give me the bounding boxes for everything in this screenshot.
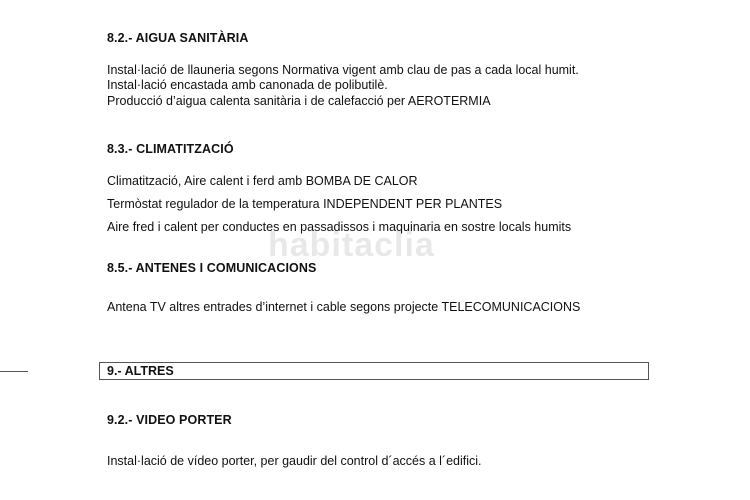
section-heading-aigua: 8.2.- AIGUA SANITÀRIA (107, 31, 249, 45)
section-box-altres (99, 362, 649, 380)
watermark: habitaclia (268, 226, 435, 264)
section-heading-antenes: 8.5.- ANTENES I COMUNICACIONS (107, 261, 317, 275)
video-line-1: Instal·lació de vídeo porter, per gaudir del control d´accés a l´edifici. (107, 454, 482, 468)
margin-rule (0, 371, 28, 372)
clima-line-2: Termòstat regulador de la temperatura INDEPENDENT PER PLANTES (107, 197, 503, 211)
aigua-line-2: Instal·lació encastada amb canonada de polibutilè. (107, 78, 388, 92)
clima-line-3: Aire fred i calent per conductes en passadissos i maquinaria en sostre locals humits (107, 220, 572, 234)
section-heading-video-porter: 9.2.- VIDEO PORTER (107, 413, 232, 427)
clima-line-1: Climatització, Aire calent i ferd amb BOMBA DE CALOR (107, 174, 418, 188)
aigua-line-3: Producció d’aigua calenta sanitària i de calefacció per AEROTERMIA (107, 94, 491, 108)
antenes-line-1: Antena TV altres entrades d’internet i cable segons projecte TELECOMUNICACIONS (107, 300, 581, 314)
section-heading-climatitzacio: 8.3.- CLIMATITZACIÓ (107, 142, 234, 156)
section-heading-altres: 9.- ALTRES (107, 364, 174, 378)
aigua-line-1: Instal·lació de llauneria segons Normativa vigent amb clau de pas a cada local humit. (107, 63, 579, 77)
